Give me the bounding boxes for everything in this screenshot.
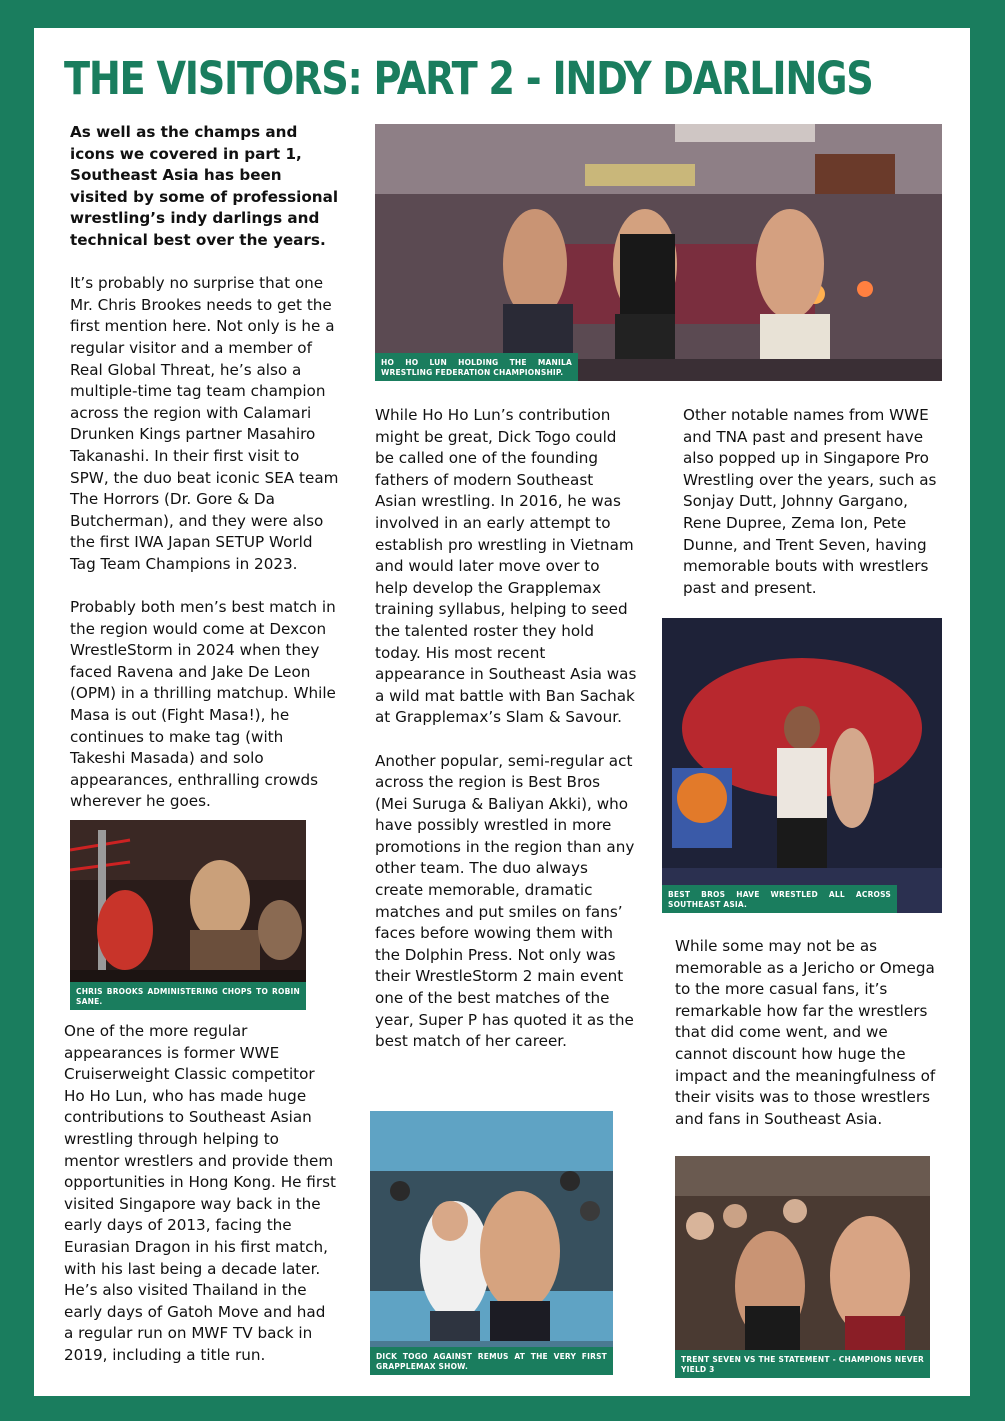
caption-chris-brooks: CHRIS BROOKS ADMINISTERING CHOPS TO ROBIN SANE. [70,982,306,1010]
paragraph-conclusion: While some may not be as memorable as a Jericho or Omega to the more casual fans, it’s remarkable how far the wrestlers that did come went, and we cannot discount how huge the impact and the meaningfulness of their visits was to those wrestlers and fans in Southeast Asia. [675,937,936,1128]
column-2 [375,405,637,1074]
column-1-lower [64,1021,336,1388]
lead-paragraph: As well as the champs and icons we covered in part 1, Southeast Asia has been visited by some of professional wrestling’s indy darlings and technical best over the years. [70,123,339,249]
paragraph-brookes-2: Probably both men’s best match in the region would come at Dexcon WrestleStorm in 2024 when they faced Ravena and Jake De Leon (OPM) in a thrilling matchup. While Masa is out (Fight Masa!), he continues to make tag (with Takeshi Masada) and solo appearances, enthralling crowds wherever he goes. [70,598,336,811]
caption-ho-ho-lun: HO HO LUN HOLDING THE MANILA WRESTLING FEDERATION CHAMPIONSHIP. [375,353,578,381]
column-3-upper [683,405,945,621]
column-1-upper [70,122,342,835]
magazine-page [34,28,970,1396]
page-title: THE VISITORS: PART 2 - INDY DARLINGS [64,52,873,105]
photo-chris-brooks [70,820,306,1010]
paragraph-notable-names: Other notable names from WWE and TNA past and present have also popped up in Singapore Pro Wrestling over the years, such as Sonjay Dutt, Johnny Gargano, Rene Dupree, Zema Ion, Pete Dunne, and Trent Seven, having memorable bouts with wrestlers past and present. [683,406,937,597]
paragraph-brookes-1: It’s probably no surprise that one Mr. Chris Brookes needs to get the first mention here. Not only is he a regular visitor and a member of Real Global Threat, he’s also a multiple-time tag team champion across the region with Calamari Drunken Kings partner Masahiro Takanashi. In their first visit to SPW, the duo beat iconic SEA team The Horrors (Dr. Gore & Da Butcherman), and they were also the first IWA Japan SETUP World Tag Team Champions in 2023. [70,274,339,573]
caption-dick-togo: DICK TOGO AGAINST REMUS AT THE VERY FIRST GRAPPLEMAX SHOW. [370,1347,613,1375]
photo-best-bros [662,618,942,913]
photo-trent-seven [675,1156,930,1378]
paragraph-ho-ho-lun: One of the more regular appearances is former WWE Cruiserweight Classic competitor Ho Ho Lun, who has made huge contributions to Southeast Asian wrestling through helping to mentor wrestlers and provide them opportunities in Hong Kong. He first visited Singapore way back in the early days of 2013, facing the Eurasian Dragon in his first match, with his last being a decade later. He’s also visited Thailand in the early days of Gatoh Move and had a regular run on MWF TV back in 2019, including a title run. [64,1022,336,1364]
photo-dick-togo [370,1111,613,1375]
caption-trent-seven: TRENT SEVEN VS THE STATEMENT - CHAMPIONS NEVER YIELD 3 [675,1350,930,1378]
column-3-lower [675,936,937,1152]
photo-ho-ho-lun [375,124,942,381]
paragraph-best-bros: Another popular, semi-regular act across the region is Best Bros (Mei Suruga & Baliyan Akki), who have possibly wrestled in more promotions in the region than any other team. The duo always create memorable, dramatic matches and put smiles on fans’ faces before wowing them with the Dolphin Press. Not only was their WrestleStorm 2 main event one of the best matches of the year, Super P has quoted it as the best match of her career. [375,751,635,1051]
paragraph-dick-togo: While Ho Ho Lun’s contribution might be great, Dick Togo could be called one of the founding fathers of modern Southeast Asian wrestling. In 2016, he was involved in an early attempt to establish pro wrestling in Vietnam and would later move over to help develop the Grapplemax training syllabus, helping to seed the talented roster they hold today. His most recent appearance in Southeast Asia was a wild mat battle with Ban Sachak at Grapplemax’s Slam & Savour. [375,406,637,727]
caption-best-bros: BEST BROS HAVE WRESTLED ALL ACROSS SOUTHEAST ASIA. [662,885,897,913]
